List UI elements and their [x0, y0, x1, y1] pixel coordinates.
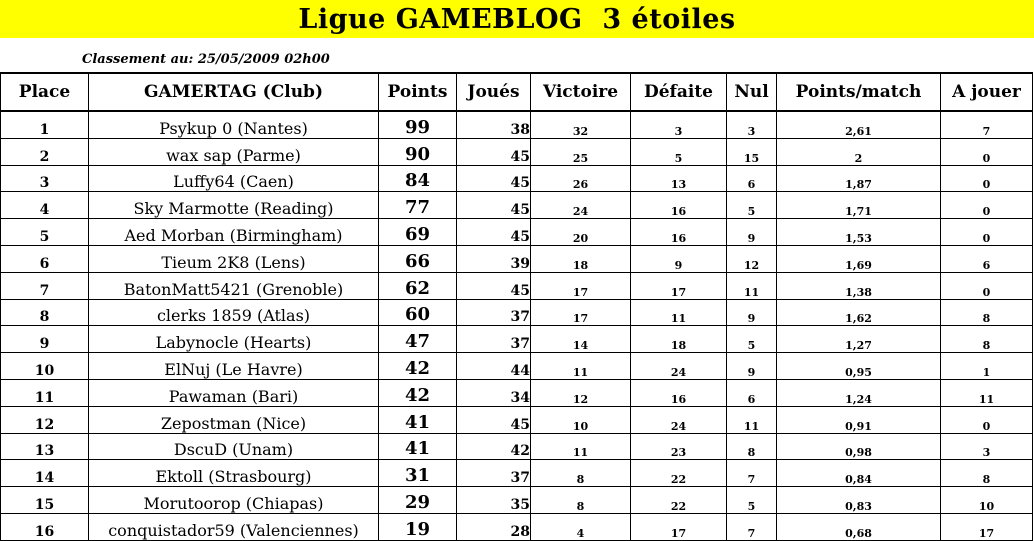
cell-points-per-match: 1,38: [777, 272, 941, 299]
table-row: [1, 192, 1033, 219]
cell-place: 11: [1, 379, 89, 406]
cell-played: 37: [457, 460, 531, 487]
cell-points-per-match: 0,91: [777, 406, 941, 433]
cell-played: 45: [457, 165, 531, 192]
cell-remaining: 0: [941, 138, 1033, 165]
cell-wins: 14: [531, 326, 631, 353]
table-row: [1, 406, 1033, 433]
cell-losses: 22: [631, 487, 727, 514]
cell-played: 39: [457, 245, 531, 272]
cell-points: 47: [379, 326, 457, 353]
cell-wins: 10: [531, 406, 631, 433]
cell-played: 45: [457, 406, 531, 433]
cell-losses: 24: [631, 406, 727, 433]
cell-remaining: 11: [941, 379, 1033, 406]
cell-place: 4: [1, 192, 89, 219]
cell-place: 12: [1, 406, 89, 433]
cell-losses: 13: [631, 165, 727, 192]
table-row: [1, 219, 1033, 246]
cell-losses: 5: [631, 138, 727, 165]
cell-remaining: 0: [941, 219, 1033, 246]
cell-points: 99: [379, 111, 457, 138]
cell-points: 29: [379, 487, 457, 514]
cell-wins: 12: [531, 379, 631, 406]
cell-losses: 9: [631, 245, 727, 272]
cell-gamertag: Morutoorop (Chiapas): [89, 487, 379, 514]
cell-place: 10: [1, 353, 89, 380]
cell-points: 84: [379, 165, 457, 192]
cell-gamertag: Labynocle (Hearts): [89, 326, 379, 353]
table-row: [1, 487, 1033, 514]
table-row: [1, 299, 1033, 326]
table-row: [1, 433, 1033, 460]
table-row: [1, 272, 1033, 299]
cell-points: 19: [379, 513, 457, 540]
cell-place: 1: [1, 111, 89, 138]
cell-place: 13: [1, 433, 89, 460]
standings-body: [1, 111, 1033, 540]
cell-gamertag: BatonMatt5421 (Grenoble): [89, 272, 379, 299]
cell-played: 37: [457, 299, 531, 326]
cell-points: 60: [379, 299, 457, 326]
cell-points: 41: [379, 406, 457, 433]
table-row: [1, 326, 1033, 353]
column-header-place: Place: [1, 73, 89, 111]
column-header-points-per-match: Points/match: [777, 73, 941, 111]
cell-gamertag: wax sap (Parme): [89, 138, 379, 165]
cell-points-per-match: 1,62: [777, 299, 941, 326]
cell-losses: 17: [631, 272, 727, 299]
cell-draws: 15: [727, 138, 777, 165]
cell-gamertag: Sky Marmotte (Reading): [89, 192, 379, 219]
cell-wins: 11: [531, 433, 631, 460]
column-header-draws: Nul: [727, 73, 777, 111]
cell-draws: 9: [727, 299, 777, 326]
cell-points-per-match: 1,87: [777, 165, 941, 192]
cell-draws: 7: [727, 460, 777, 487]
cell-gamertag: conquistador59 (Valenciennes): [89, 513, 379, 540]
cell-points: 41: [379, 433, 457, 460]
cell-points: 66: [379, 245, 457, 272]
page-title: Ligue GAMEBLOG 3 étoiles: [298, 3, 736, 35]
cell-place: 16: [1, 513, 89, 540]
cell-remaining: 17: [941, 513, 1033, 540]
cell-remaining: 8: [941, 326, 1033, 353]
cell-draws: 11: [727, 406, 777, 433]
cell-gamertag: clerks 1859 (Atlas): [89, 299, 379, 326]
cell-losses: 18: [631, 326, 727, 353]
cell-place: 7: [1, 272, 89, 299]
cell-played: 42: [457, 433, 531, 460]
cell-points-per-match: 0,98: [777, 433, 941, 460]
cell-wins: 26: [531, 165, 631, 192]
cell-draws: 11: [727, 272, 777, 299]
table-row: [1, 111, 1033, 138]
cell-points-per-match: 1,27: [777, 326, 941, 353]
cell-points-per-match: 0,68: [777, 513, 941, 540]
cell-gamertag: Pawaman (Bari): [89, 379, 379, 406]
cell-played: 38: [457, 111, 531, 138]
cell-points-per-match: 1,69: [777, 245, 941, 272]
cell-losses: 17: [631, 513, 727, 540]
column-header-played: Joués: [457, 73, 531, 111]
cell-losses: 16: [631, 379, 727, 406]
cell-points-per-match: 0,84: [777, 460, 941, 487]
column-header-wins: Victoire: [531, 73, 631, 111]
cell-wins: 32: [531, 111, 631, 138]
cell-losses: 16: [631, 219, 727, 246]
cell-played: 44: [457, 353, 531, 380]
cell-losses: 22: [631, 460, 727, 487]
cell-gamertag: Ektoll (Strasbourg): [89, 460, 379, 487]
cell-draws: 6: [727, 165, 777, 192]
cell-wins: 8: [531, 487, 631, 514]
cell-remaining: 0: [941, 272, 1033, 299]
cell-played: 45: [457, 192, 531, 219]
cell-draws: 9: [727, 353, 777, 380]
cell-losses: 24: [631, 353, 727, 380]
cell-draws: 5: [727, 326, 777, 353]
cell-points-per-match: 1,71: [777, 192, 941, 219]
cell-points-per-match: 0,83: [777, 487, 941, 514]
cell-points: 31: [379, 460, 457, 487]
cell-points: 42: [379, 353, 457, 380]
cell-gamertag: DscuD (Unam): [89, 433, 379, 460]
cell-gamertag: Luffy64 (Caen): [89, 165, 379, 192]
table-row: [1, 138, 1033, 165]
cell-played: 34: [457, 379, 531, 406]
cell-place: 8: [1, 299, 89, 326]
cell-gamertag: ElNuj (Le Havre): [89, 353, 379, 380]
cell-draws: 5: [727, 192, 777, 219]
column-header-points: Points: [379, 73, 457, 111]
cell-remaining: 8: [941, 460, 1033, 487]
cell-losses: 11: [631, 299, 727, 326]
cell-played: 28: [457, 513, 531, 540]
cell-draws: 3: [727, 111, 777, 138]
column-header-remaining: A jouer: [941, 73, 1033, 111]
cell-remaining: 6: [941, 245, 1033, 272]
cell-remaining: 1: [941, 353, 1033, 380]
cell-wins: 24: [531, 192, 631, 219]
cell-draws: 9: [727, 219, 777, 246]
cell-place: 2: [1, 138, 89, 165]
cell-remaining: 8: [941, 299, 1033, 326]
cell-points: 62: [379, 272, 457, 299]
cell-played: 45: [457, 272, 531, 299]
table-row: [1, 513, 1033, 540]
cell-wins: 17: [531, 272, 631, 299]
cell-played: 35: [457, 487, 531, 514]
cell-gamertag: Aed Morban (Birmingham): [89, 219, 379, 246]
cell-played: 45: [457, 138, 531, 165]
table-row: [1, 165, 1033, 192]
cell-draws: 8: [727, 433, 777, 460]
cell-points: 69: [379, 219, 457, 246]
cell-wins: 4: [531, 513, 631, 540]
cell-points: 77: [379, 192, 457, 219]
cell-gamertag: Psykup 0 (Nantes): [89, 111, 379, 138]
cell-wins: 18: [531, 245, 631, 272]
table-header-row: [1, 73, 1033, 111]
cell-draws: 7: [727, 513, 777, 540]
cell-played: 37: [457, 326, 531, 353]
cell-remaining: 0: [941, 165, 1033, 192]
cell-points-per-match: 0,95: [777, 353, 941, 380]
cell-draws: 6: [727, 379, 777, 406]
column-header-gamertag: GAMERTAG (Club): [89, 73, 379, 111]
cell-place: 14: [1, 460, 89, 487]
table-row: [1, 353, 1033, 380]
cell-place: 15: [1, 487, 89, 514]
cell-place: 6: [1, 245, 89, 272]
cell-gamertag: Tieum 2K8 (Lens): [89, 245, 379, 272]
cell-losses: 23: [631, 433, 727, 460]
cell-wins: 17: [531, 299, 631, 326]
cell-points-per-match: 2,61: [777, 111, 941, 138]
cell-points-per-match: 1,24: [777, 379, 941, 406]
cell-draws: 12: [727, 245, 777, 272]
cell-place: 5: [1, 219, 89, 246]
cell-gamertag: Zepostman (Nice): [89, 406, 379, 433]
cell-draws: 5: [727, 487, 777, 514]
cell-points-per-match: 2: [777, 138, 941, 165]
title-banner: [0, 0, 1034, 38]
cell-remaining: 7: [941, 111, 1033, 138]
cell-wins: 20: [531, 219, 631, 246]
table-row: [1, 379, 1033, 406]
cell-losses: 16: [631, 192, 727, 219]
table-row: [1, 460, 1033, 487]
ranking-date: Classement au: 25/05/2009 02h00: [82, 52, 330, 67]
cell-points: 90: [379, 138, 457, 165]
cell-losses: 3: [631, 111, 727, 138]
cell-remaining: 10: [941, 487, 1033, 514]
cell-points: 42: [379, 379, 457, 406]
cell-wins: 11: [531, 353, 631, 380]
cell-remaining: 0: [941, 192, 1033, 219]
standings-table: [0, 72, 1033, 541]
cell-wins: 8: [531, 460, 631, 487]
cell-points-per-match: 1,53: [777, 219, 941, 246]
cell-remaining: 0: [941, 406, 1033, 433]
cell-played: 45: [457, 219, 531, 246]
cell-wins: 25: [531, 138, 631, 165]
cell-remaining: 3: [941, 433, 1033, 460]
cell-place: 9: [1, 326, 89, 353]
table-row: [1, 245, 1033, 272]
column-header-losses: Défaite: [631, 73, 727, 111]
cell-place: 3: [1, 165, 89, 192]
